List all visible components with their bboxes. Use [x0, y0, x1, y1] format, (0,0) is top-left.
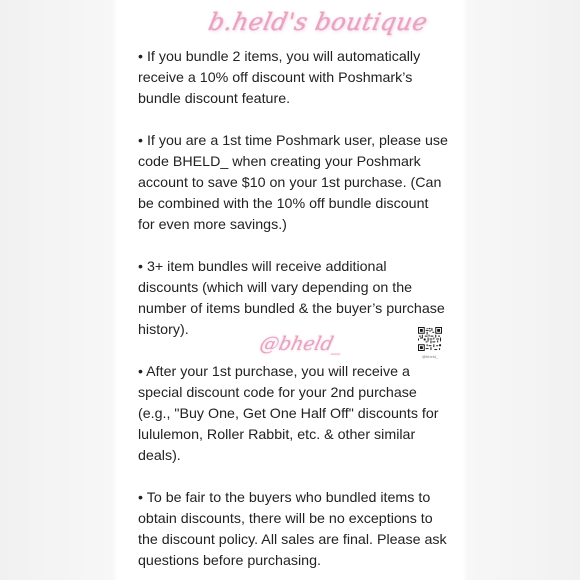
paragraph-spacer — [138, 110, 448, 131]
bundle-discount-line-1: • If you bundle 2 items, you will automatically — [138, 49, 421, 65]
qr-code-group — [418, 327, 442, 361]
final-policy-line-1: • To be fair to the buyers who bundled items to — [138, 490, 431, 506]
second-purchase-line-2: special discount code for your 2nd purchase — [138, 385, 417, 401]
final-policy-line-4: questions before purchasing. — [138, 553, 321, 569]
first-time-user-line-5: for even more savings.) — [138, 217, 287, 233]
discount-policy-text — [138, 47, 448, 572]
multi-item-bundles-line-2: discounts (which will vary depending on the — [138, 280, 413, 296]
policy-card — [117, 0, 463, 580]
bheld-watermark: @bheld_ — [257, 333, 346, 355]
first-time-user-line-1: • If you are a 1st time Poshmark user, please use — [138, 133, 448, 149]
multi-item-bundles-line-4: history). — [138, 322, 189, 338]
second-purchase-line-4: lululemon, Roller Rabbit, etc. & other similar — [138, 427, 416, 443]
multi-item-bundles-line-3: number of items bundled & the buyer’s purchase — [138, 301, 445, 317]
first-time-user-line-3: account to save $10 on your 1st purchase. (Can — [138, 175, 442, 191]
paragraph-spacer — [138, 467, 448, 488]
qr-caption: @bheld_ — [421, 354, 439, 359]
qr-code-icon — [418, 327, 442, 351]
first-time-user-line-4: be combined with the 10% off bundle discount — [138, 196, 429, 212]
first-time-user-line-2: code BHELD_ when creating your Poshmark — [138, 154, 421, 170]
final-policy-line-2: obtain discounts, there will be no exceptions to — [138, 511, 433, 527]
second-purchase-line-5: deals). — [138, 448, 181, 464]
bundle-discount-line-2: receive a 10% off discount with Poshmark’s — [138, 70, 413, 86]
second-purchase-line-3: (e.g., "Buy One, Get One Half Off" discounts for — [138, 406, 439, 422]
bundle-discount-line-3: bundle discount feature. — [138, 91, 291, 107]
boutique-logo: b.held's boutique — [206, 8, 431, 36]
paragraph-spacer — [138, 236, 448, 257]
multi-item-bundles-line-1: • 3+ item bundles will receive additional — [138, 259, 387, 275]
second-purchase-line-1: • After your 1st purchase, you will receive a — [138, 364, 410, 380]
final-policy-line-3: the discount policy. All sales are final. Please ask — [138, 532, 447, 548]
